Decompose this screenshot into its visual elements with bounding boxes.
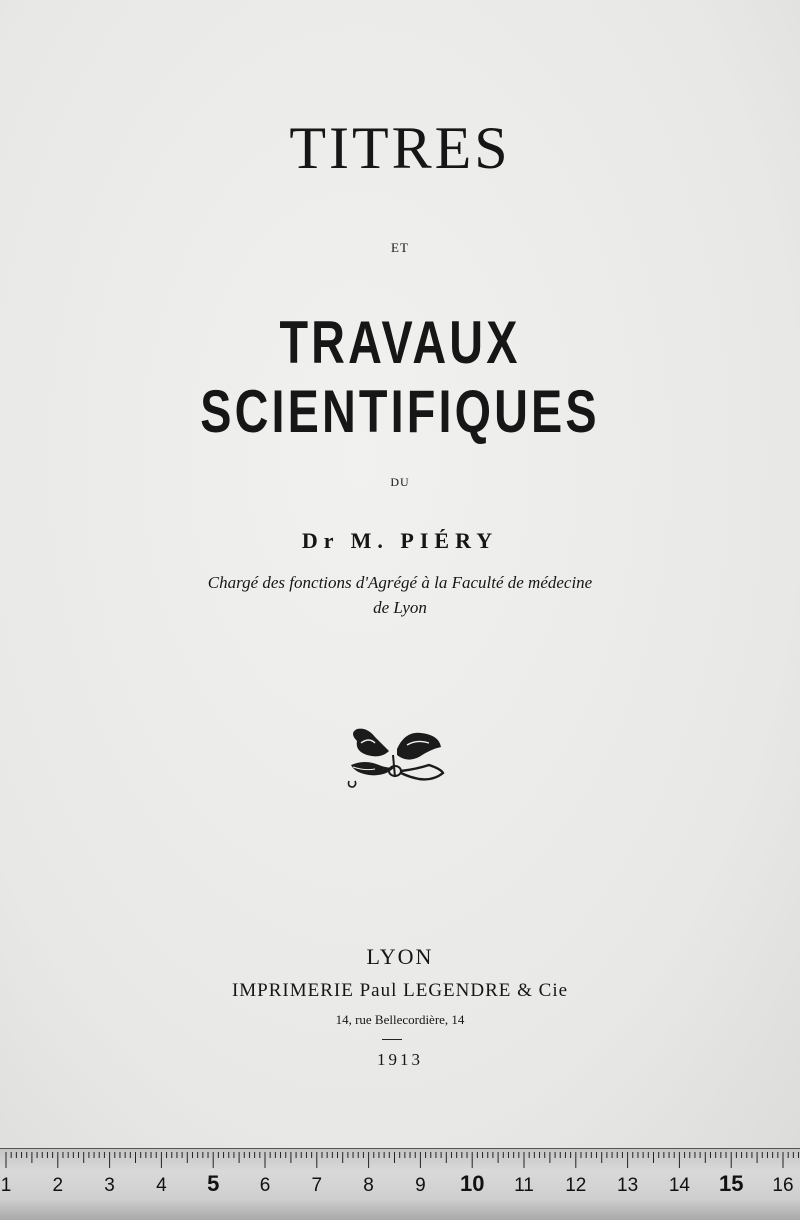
- printer-address: 14, rue Bellecordière, 14: [335, 1012, 465, 1027]
- title-line-2: TRAVAUX SCIENTIFIQUES: [200, 309, 600, 445]
- author-name: Dr M. PIÉRY: [301, 528, 499, 553]
- affiliation-line-1: Chargé des fonctions d'Agrégé à la Faculté de médecine: [207, 573, 593, 592]
- ruler-label: 12: [565, 1175, 587, 1196]
- ruler-label: 11: [514, 1175, 534, 1196]
- ruler-label: 3: [104, 1175, 115, 1196]
- publication-year: 1913: [377, 1050, 423, 1069]
- ruler-label: 5: [207, 1171, 220, 1196]
- ruler-label: 6: [259, 1175, 271, 1196]
- connector-word: ET: [391, 240, 409, 255]
- ruler-label: 4: [156, 1175, 167, 1196]
- title-line-1: TITRES: [289, 115, 511, 181]
- ruler-label: 9: [415, 1175, 426, 1196]
- ruler-label: 8: [363, 1175, 374, 1196]
- measuring-ruler: [0, 1148, 800, 1220]
- ruler-label: 1: [0, 1175, 12, 1196]
- ruler-label: 16: [772, 1175, 794, 1196]
- publication-city: LYON: [366, 944, 434, 969]
- ruler-label: 14: [668, 1175, 690, 1196]
- preposition: DU: [390, 475, 410, 489]
- ruler-label: 2: [52, 1175, 64, 1196]
- author-affiliation: [0, 570, 800, 620]
- printer-name: IMPRIMERIE Paul LEGENDRE & Cie: [231, 980, 569, 1001]
- divider-rule: [382, 1039, 402, 1040]
- affiliation-line-2: de Lyon: [373, 598, 427, 617]
- ruler-label: 10: [459, 1171, 485, 1196]
- butterfly-ornament-icon: [345, 725, 445, 791]
- ruler-label: 7: [311, 1175, 323, 1196]
- ruler-label: 15: [718, 1171, 744, 1196]
- ruler-label: 13: [617, 1175, 639, 1196]
- ruler-scale: [0, 1149, 800, 1220]
